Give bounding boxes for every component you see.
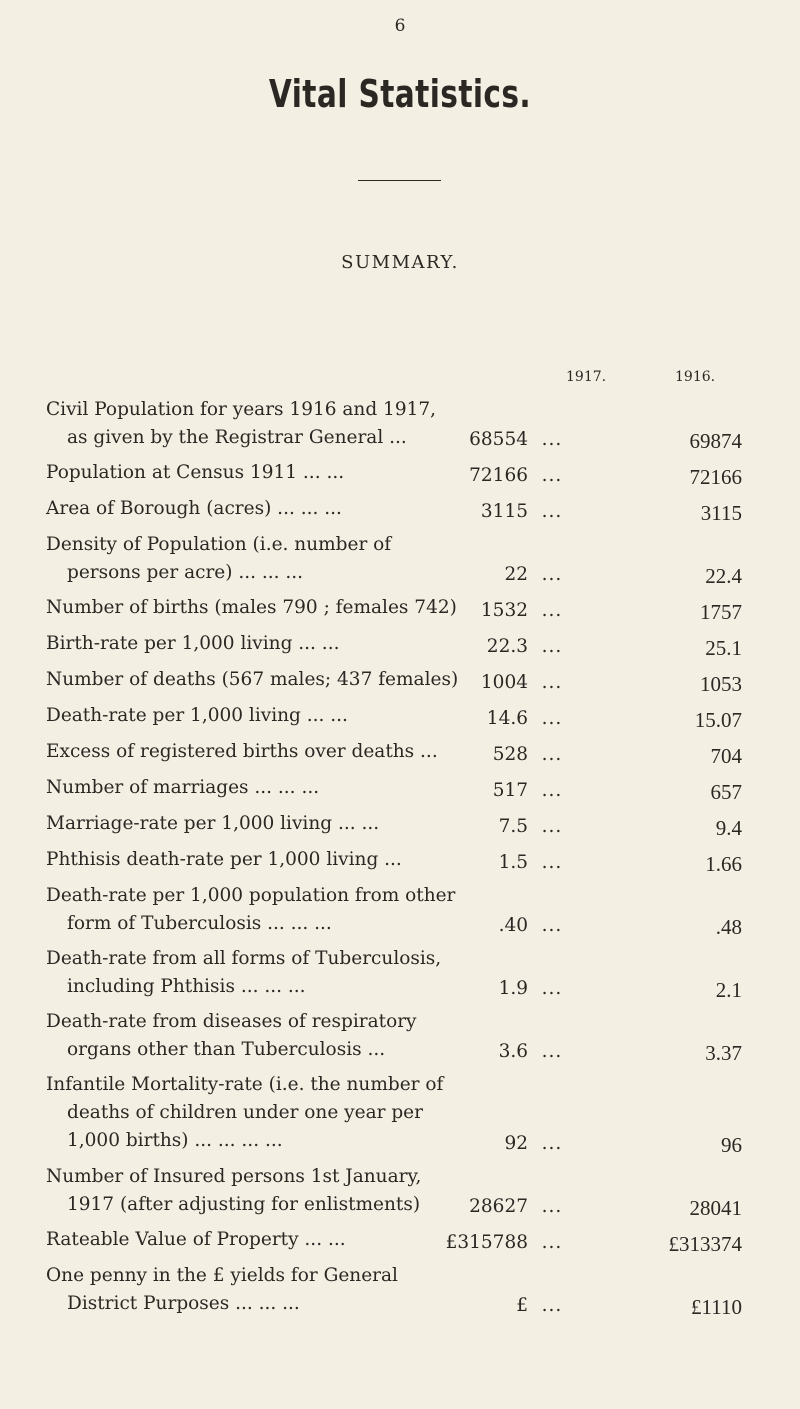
- page-number: 6: [394, 16, 406, 36]
- row-label: Excess of registered births over deaths ...: [46, 741, 438, 762]
- table-row: [46, 774, 766, 810]
- value-1916: 704: [710, 744, 742, 768]
- value-1916: 9.4: [715, 816, 742, 840]
- leader-dots: ...: [541, 915, 563, 936]
- table-row: [46, 882, 766, 945]
- value-1916: 96: [721, 1133, 742, 1157]
- value-1916: 15.07: [694, 708, 742, 732]
- column-header-1917: 1917.: [566, 369, 607, 385]
- value-1917: £315788: [445, 1232, 528, 1253]
- value-1916: 2.1: [715, 978, 742, 1002]
- row-label: Number of births (males 790 ; females 742): [46, 597, 457, 618]
- leader-dots: ...: [541, 1041, 563, 1062]
- table-row: [46, 1262, 766, 1325]
- row-label: Number of Insured persons 1st January, 1917 (after adjusting for enlistments): [46, 1166, 422, 1215]
- value-1917: .40: [498, 915, 528, 936]
- leader-dots: ...: [541, 816, 563, 837]
- table-row: [46, 495, 766, 531]
- value-1916: 3.37: [705, 1041, 742, 1065]
- value-1917: 7.5: [498, 816, 528, 837]
- table-row: [46, 945, 766, 1008]
- leader-dots: ...: [541, 465, 563, 486]
- value-1917: 72166: [469, 465, 528, 486]
- table-row: [46, 846, 766, 882]
- table-row: [46, 738, 766, 774]
- leader-dots: ...: [541, 564, 563, 585]
- leader-dots: ...: [541, 600, 563, 621]
- table-row: [46, 1163, 766, 1226]
- value-1917: 22: [504, 564, 528, 585]
- table-row: [46, 1226, 766, 1262]
- table-row: [46, 531, 766, 594]
- row-label: Number of deaths (567 males; 437 females): [46, 669, 459, 690]
- leader-dots: ...: [541, 1295, 563, 1316]
- row-label: Area of Borough (acres) ... ... ...: [46, 498, 342, 519]
- value-1917: £: [516, 1295, 528, 1316]
- value-1917: 14.6: [486, 708, 528, 729]
- column-header-1916: 1916.: [675, 369, 716, 385]
- leader-dots: ...: [541, 636, 563, 657]
- value-1916: 72166: [689, 465, 742, 489]
- value-1917: 3.6: [498, 1041, 528, 1062]
- value-1917: 528: [492, 744, 528, 765]
- value-1917: 1532: [480, 600, 528, 621]
- table-row: [46, 810, 766, 846]
- table-row: [46, 594, 766, 630]
- leader-dots: ...: [541, 429, 563, 450]
- row-label: Birth-rate per 1,000 living ... ...: [46, 633, 340, 654]
- title-rule: [358, 180, 441, 181]
- leader-dots: ...: [541, 672, 563, 693]
- table-row: [46, 702, 766, 738]
- value-1917: 3115: [480, 501, 528, 522]
- row-label: Population at Census 1911 ... ...: [46, 462, 345, 483]
- table-row: [46, 666, 766, 702]
- row-label: Number of marriages ... ... ...: [46, 777, 320, 798]
- value-1916: £313374: [668, 1232, 742, 1256]
- leader-dots: ...: [541, 1133, 563, 1154]
- row-label: Death-rate from all forms of Tuberculosis, including Phthisis ... ... ...: [46, 948, 442, 997]
- leader-dots: ...: [541, 1196, 563, 1217]
- value-1916: 3115: [700, 501, 742, 525]
- value-1917: 1.9: [498, 978, 528, 999]
- leader-dots: ...: [541, 780, 563, 801]
- value-1917: 1004: [480, 672, 528, 693]
- table-row: [46, 396, 766, 459]
- value-1916: 1757: [700, 600, 742, 624]
- row-label: One penny in the £ yields for General District Purposes ... ... ...: [46, 1265, 398, 1314]
- leader-dots: ...: [541, 708, 563, 729]
- leader-dots: ...: [541, 978, 563, 999]
- value-1916: 69874: [689, 429, 742, 453]
- row-label: Infantile Mortality-rate (i.e. the number of deaths of children under one year per 1,000 births) ... ... ... ...: [46, 1074, 444, 1151]
- table-row: [46, 459, 766, 495]
- value-1916: 1053: [700, 672, 742, 696]
- value-1916: 657: [710, 780, 742, 804]
- leader-dots: ...: [541, 744, 563, 765]
- row-label: Phthisis death-rate per 1,000 living ...: [46, 849, 402, 870]
- value-1916: £1110: [691, 1295, 742, 1319]
- summary-heading: SUMMARY.: [341, 252, 459, 273]
- value-1916: 1.66: [705, 852, 742, 876]
- value-1917: 68554: [469, 429, 528, 450]
- summary-table: [46, 396, 766, 1325]
- row-label: Rateable Value of Property ... ...: [46, 1229, 346, 1250]
- value-1916: 22.4: [705, 564, 742, 588]
- value-1917: 1.5: [498, 852, 528, 873]
- row-label: Death-rate from diseases of respiratory organs other than Tuberculosis ...: [46, 1011, 417, 1060]
- row-label: Density of Population (i.e. number of persons per acre) ... ... ...: [46, 534, 392, 583]
- value-1917: 22.3: [486, 636, 528, 657]
- leader-dots: ...: [541, 852, 563, 873]
- table-row: [46, 1071, 766, 1163]
- value-1917: 92: [504, 1133, 528, 1154]
- value-1917: 28627: [469, 1196, 528, 1217]
- table-row: [46, 1008, 766, 1071]
- row-label: Death-rate per 1,000 living ... ...: [46, 705, 348, 726]
- value-1917: 517: [492, 780, 528, 801]
- row-label: Death-rate per 1,000 population from other form of Tuberculosis ... ... ...: [46, 885, 456, 934]
- row-label: Marriage-rate per 1,000 living ... ...: [46, 813, 380, 834]
- page-title: Vital Statistics.: [268, 72, 532, 116]
- row-label: Civil Population for years 1916 and 1917, as given by the Registrar General ...: [46, 399, 437, 448]
- value-1916: 25.1: [705, 636, 742, 660]
- value-1916: .48: [715, 915, 742, 939]
- value-1916: 28041: [689, 1196, 742, 1220]
- table-row: [46, 630, 766, 666]
- leader-dots: ...: [541, 501, 563, 522]
- leader-dots: ...: [541, 1232, 563, 1253]
